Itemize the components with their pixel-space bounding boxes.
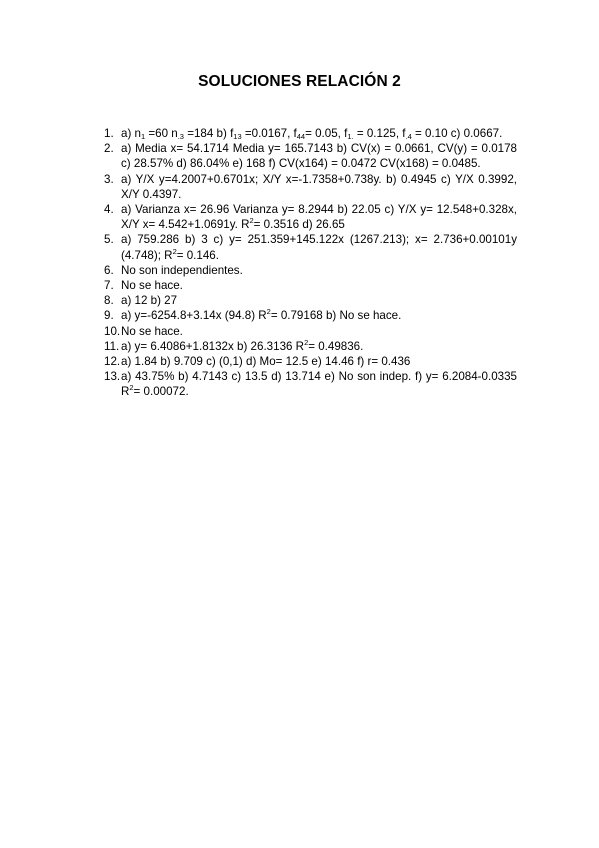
subscript: .3 [177, 132, 184, 141]
solution-number: 12. [104, 355, 121, 369]
solution-text-segment: =0.0167, f [241, 127, 297, 140]
subscript: 1 [140, 132, 146, 141]
solution-item [104, 126, 517, 141]
solution-text [121, 354, 517, 369]
solution-text [121, 369, 517, 399]
solution-text-segment: a) 759.286 b) 3 c) y= 251.359+145.122x (1267.213); x= 2.736+0.00101y (4.748); R [121, 233, 517, 262]
solution-number: 11. [104, 339, 120, 353]
superscript: 2 [172, 246, 177, 256]
solution-item [104, 263, 517, 278]
document-title: SOLUCIONES RELACIÓN 2 [198, 73, 401, 90]
subscript: 13 [233, 132, 242, 141]
solution-text-segment: a) y=-6254.8+3.14x (94.8) R [121, 309, 267, 323]
solution-item [104, 141, 517, 171]
solution-text-segment: a) Varianza x= 26.96 Varianza y= 8.2944 b) 22.05 c) Y/X y= 12.548+0.328x, X/Y x= 4.542+1.0691y. R [121, 203, 517, 232]
solution-item [104, 339, 517, 354]
solution-text-segment: a) 1.84 b) 9.709 c) (0,1) d) Mo= 12.5 e) 14.46 f) r= 0.436 [121, 355, 411, 369]
solution-text [121, 141, 517, 171]
solution-text-segment: No son independientes. [121, 263, 243, 277]
solution-number: 3. [104, 172, 114, 186]
solution-text-segment: = 0.146. [176, 248, 219, 262]
solution-text-segment: = 0.79168 b) No se hace. [270, 309, 402, 323]
superscript: 2 [266, 307, 271, 317]
solution-text-segment: =184 b) f [183, 127, 234, 140]
solution-text-segment: = 0.49836. [308, 339, 364, 353]
solution-text [121, 202, 517, 232]
solution-item [104, 354, 517, 369]
solution-item [104, 308, 517, 323]
solution-text-segment: = 0.00072. [133, 385, 189, 399]
solution-number: 5. [104, 233, 114, 247]
solution-item [104, 172, 517, 202]
solution-number: 1. [104, 127, 114, 140]
solution-number: 6. [104, 263, 114, 277]
solution-text-segment: a) 43.75% b) 4.7143 c) 13.5 d) 13.714 e) No son indep. f) y= 6.2084-0.0335 R [121, 370, 517, 399]
solution-item [104, 202, 517, 232]
solution-number: 13. [104, 370, 121, 384]
solution-text-segment: = 0.10 c) 0.0667. [411, 127, 503, 140]
solution-text-segment: No se hace. [121, 279, 183, 293]
solution-text [121, 263, 517, 278]
solution-text-segment: a) Media x= 54.1714 Media y= 165.7143 b) CV(x) = 0.0661, CV(y) = 0.0178 c) 28.57% d) 86.04% e) 168 f) CV(x164) = 0.0472 CV(x168) = 0.0485. [121, 142, 517, 171]
superscript: 2 [249, 216, 254, 226]
solution-number: 10. [104, 324, 121, 338]
solution-text [121, 324, 517, 339]
solution-text-segment: = 0.05, f [305, 127, 348, 140]
solution-text-segment: a) Y/X y=4.2007+0.6701x; X/Y x=-1.7358+0.738y. b) 0.4945 c) Y/X 0.3992, X/Y 0.4397. [121, 172, 517, 201]
solution-text [121, 172, 517, 202]
solution-item [104, 293, 517, 308]
solution-number: 4. [104, 203, 114, 217]
solution-item [104, 369, 517, 399]
solution-number: 7. [104, 279, 114, 293]
solution-text [121, 308, 517, 323]
solution-number: 9. [104, 309, 114, 323]
solution-text-segment: =60 n [145, 127, 178, 140]
solution-text-segment: No se hace. [121, 324, 183, 338]
solutions-list [104, 126, 517, 400]
solution-text [121, 278, 517, 293]
solution-item [104, 278, 517, 293]
solution-text-segment: a) 12 b) 27 [121, 294, 178, 308]
superscript: 2 [304, 337, 309, 347]
solution-text-segment: = 0.125, f [353, 127, 406, 140]
subscript: 44 [296, 132, 306, 141]
superscript: 2 [129, 383, 134, 393]
solution-text [121, 232, 517, 262]
solution-text [121, 293, 517, 308]
solution-text-segment: a) n [121, 127, 141, 140]
subscript: .4 [405, 132, 412, 141]
solution-item [104, 324, 517, 339]
solution-text [121, 126, 517, 141]
solution-item [104, 232, 517, 262]
solution-text-segment: a) y= 6.4086+1.8132x b) 26.3136 R [121, 339, 305, 353]
solution-text-segment: = 0.3516 d) 26.65 [253, 218, 345, 232]
solution-text [121, 339, 517, 354]
solution-number: 8. [104, 294, 114, 308]
solution-number: 2. [104, 142, 114, 156]
subscript: 1. [347, 132, 354, 141]
